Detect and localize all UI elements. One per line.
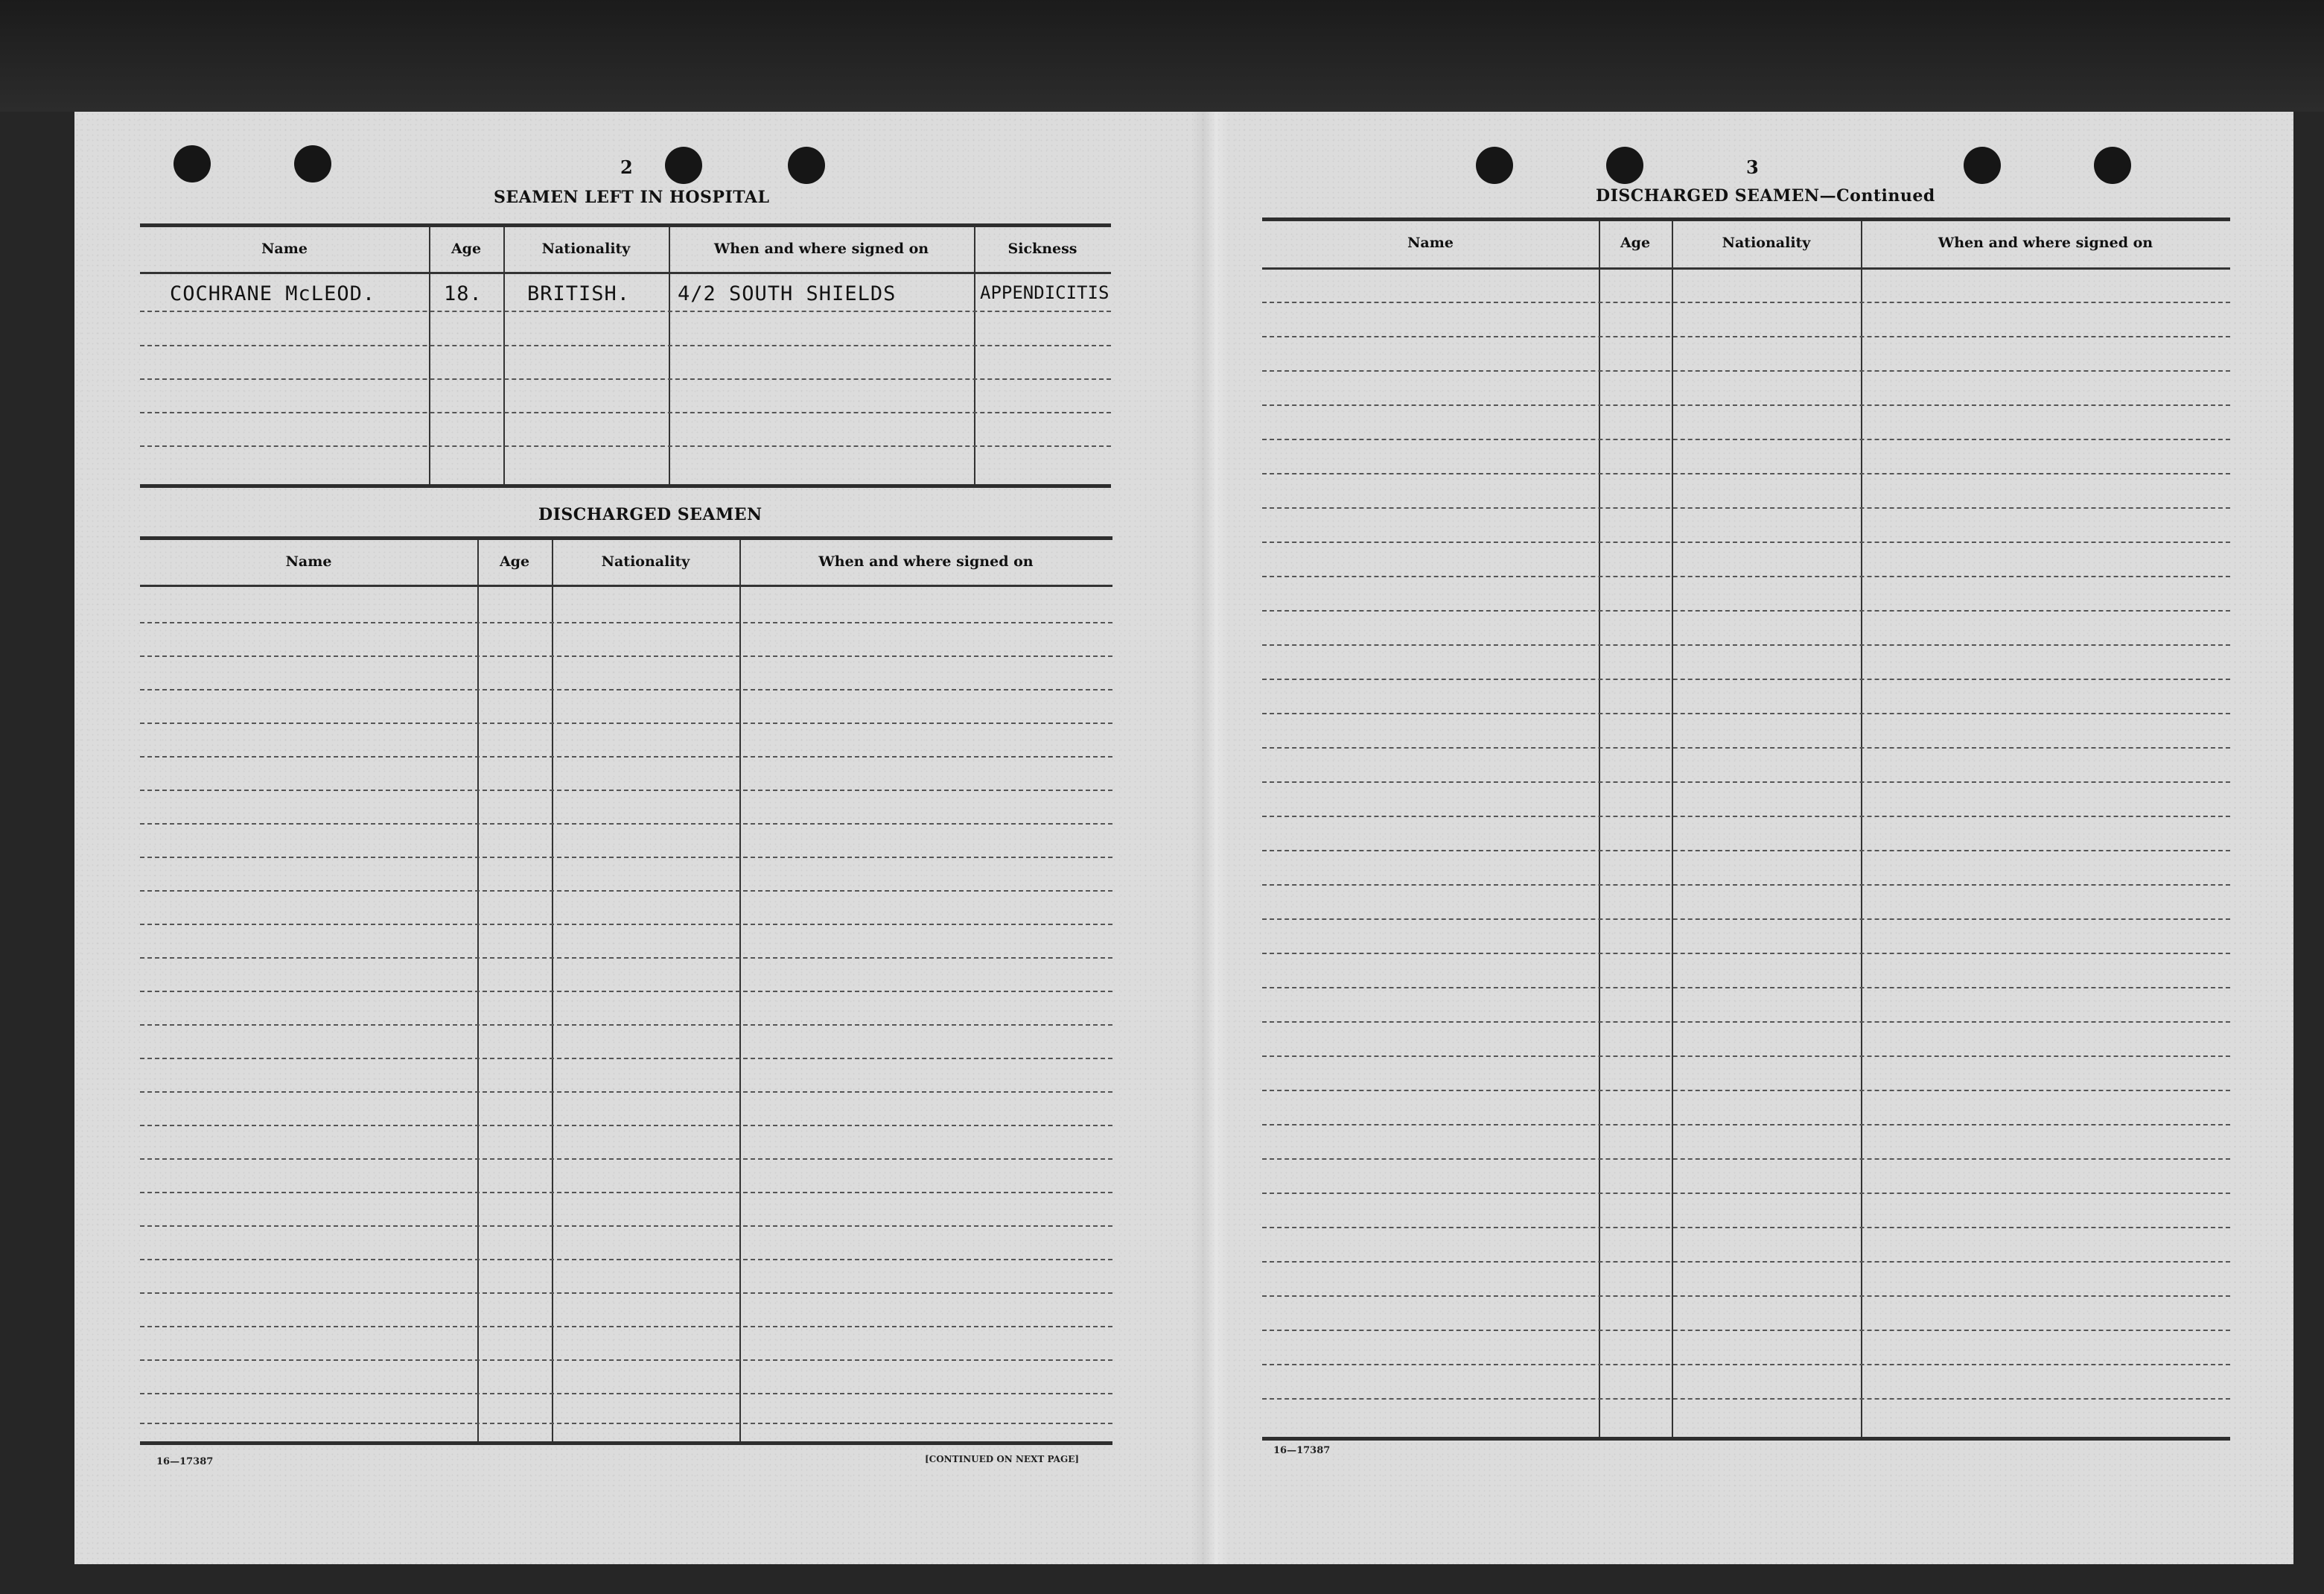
row-rule [1262, 336, 2230, 337]
row-rule [140, 1024, 1112, 1026]
row-rule [1262, 1398, 2230, 1400]
row-rule [1262, 370, 2230, 372]
row-rule [140, 1292, 1112, 1294]
punch-hole [1964, 147, 2001, 184]
row-rule [1262, 918, 2230, 920]
document-sheet [74, 112, 2293, 1564]
discharged-continued-table [1262, 217, 2230, 1441]
row-rule [140, 723, 1112, 724]
row-rule [1262, 1364, 2230, 1365]
row-rule [1262, 576, 2230, 577]
hospital-table [140, 223, 1111, 488]
row-rule [1262, 781, 2230, 783]
row-rule [1262, 987, 2230, 988]
row-rule [140, 311, 1111, 312]
col-header-sickness: Sickness [1007, 241, 1077, 257]
punch-hole [173, 145, 211, 182]
row-rule [1262, 1090, 2230, 1091]
col-header-age: Age [1620, 235, 1651, 251]
row-rule [1262, 1124, 2230, 1125]
row-rule [1262, 302, 2230, 303]
row-rule [140, 924, 1112, 925]
page-number-left: 2 [620, 156, 633, 178]
row-rule [140, 1359, 1112, 1361]
row-rule [1262, 473, 2230, 474]
row-rule [140, 1423, 1112, 1424]
row-rule [1262, 1261, 2230, 1263]
row-rule [140, 790, 1112, 791]
row-rule [1262, 884, 2230, 886]
punch-hole [788, 147, 825, 184]
row-rule [1262, 1021, 2230, 1023]
row-rule [1262, 1330, 2230, 1331]
row-rule [1262, 816, 2230, 817]
continued-note: [CONTINUED ON NEXT PAGE] [925, 1454, 1080, 1464]
row-rule [140, 1091, 1112, 1093]
punch-hole [2094, 147, 2131, 184]
row-rule [140, 1326, 1112, 1327]
hospital-section-title: SEAMEN LEFT IN HOSPITAL [494, 188, 770, 207]
row-rule [140, 622, 1112, 623]
row-rule [140, 991, 1112, 992]
row-rule [140, 1225, 1112, 1227]
row-rule [1262, 747, 2230, 749]
row-rule [140, 823, 1112, 825]
row-rule [1262, 1055, 2230, 1057]
entry-signed-on: 4/2 SOUTH SHIELDS [678, 282, 897, 305]
row-rule [1262, 1295, 2230, 1297]
row-rule [1262, 507, 2230, 509]
discharged-continued-title: DISCHARGED SEAMEN—Continued [1596, 186, 1935, 206]
row-rule [1262, 542, 2230, 543]
row-rule [1262, 610, 2230, 612]
row-rule [140, 1393, 1112, 1394]
row-rule [140, 1058, 1112, 1059]
punch-hole [665, 147, 702, 184]
row-rule [1262, 404, 2230, 406]
row-rule [140, 378, 1111, 380]
row-rule [140, 345, 1111, 346]
row-rule [140, 857, 1112, 858]
discharged-section-title: DISCHARGED SEAMEN [538, 505, 763, 524]
row-rule [140, 412, 1111, 413]
scan-background [0, 0, 2324, 112]
col-header-nationality: Nationality [541, 241, 631, 257]
col-header-signed-on: When and where signed on [713, 241, 929, 257]
punch-hole [1606, 147, 1643, 184]
col-header-name: Name [1407, 235, 1454, 251]
row-rule [1262, 439, 2230, 440]
row-rule [1262, 1158, 2230, 1160]
row-rule [140, 655, 1112, 657]
col-header-signed-on: When and where signed on [818, 553, 1034, 570]
row-rule [1262, 679, 2230, 680]
discharged-table [140, 536, 1112, 1445]
form-number-right: 16—17387 [1273, 1445, 1331, 1456]
row-rule [1262, 953, 2230, 954]
entry-name: COCHRANE McLEOD. [170, 282, 376, 305]
row-rule [140, 756, 1112, 758]
row-rule [1262, 644, 2230, 646]
col-header-signed-on: When and where signed on [1938, 235, 2153, 251]
col-header-name: Name [285, 553, 332, 570]
column-divider [1672, 221, 1673, 1437]
page-fold [1191, 112, 1229, 1564]
col-header-nationality: Nationality [601, 553, 690, 570]
form-number-left: 16—17387 [156, 1456, 214, 1467]
col-header-age: Age [499, 553, 530, 570]
punch-hole [1476, 147, 1513, 184]
row-rule [1262, 850, 2230, 851]
col-header-age: Age [451, 241, 482, 257]
row-rule [140, 1259, 1112, 1260]
entry-sickness: APPENDICITIS [980, 282, 1110, 303]
row-rule [1262, 1193, 2230, 1194]
row-rule [1262, 1227, 2230, 1228]
row-rule [140, 1192, 1112, 1193]
entry-nationality: BRITISH. [527, 282, 631, 305]
hospital-table-header [140, 227, 1111, 274]
column-divider [1599, 221, 1600, 1437]
row-rule [140, 689, 1112, 690]
row-rule [140, 1125, 1112, 1126]
discharged-table-header [140, 540, 1112, 587]
entry-age: 18. [444, 282, 483, 305]
row-rule [140, 890, 1112, 892]
column-divider [1861, 221, 1862, 1437]
row-rule [140, 1158, 1112, 1160]
discharged-continued-header [1262, 221, 2230, 270]
col-header-name: Name [261, 241, 308, 257]
col-header-nationality: Nationality [1722, 235, 1811, 251]
punch-hole [294, 145, 331, 182]
row-rule [140, 957, 1112, 959]
row-rule [140, 445, 1111, 447]
row-rule [1262, 713, 2230, 714]
page-number-right: 3 [1746, 156, 1759, 178]
